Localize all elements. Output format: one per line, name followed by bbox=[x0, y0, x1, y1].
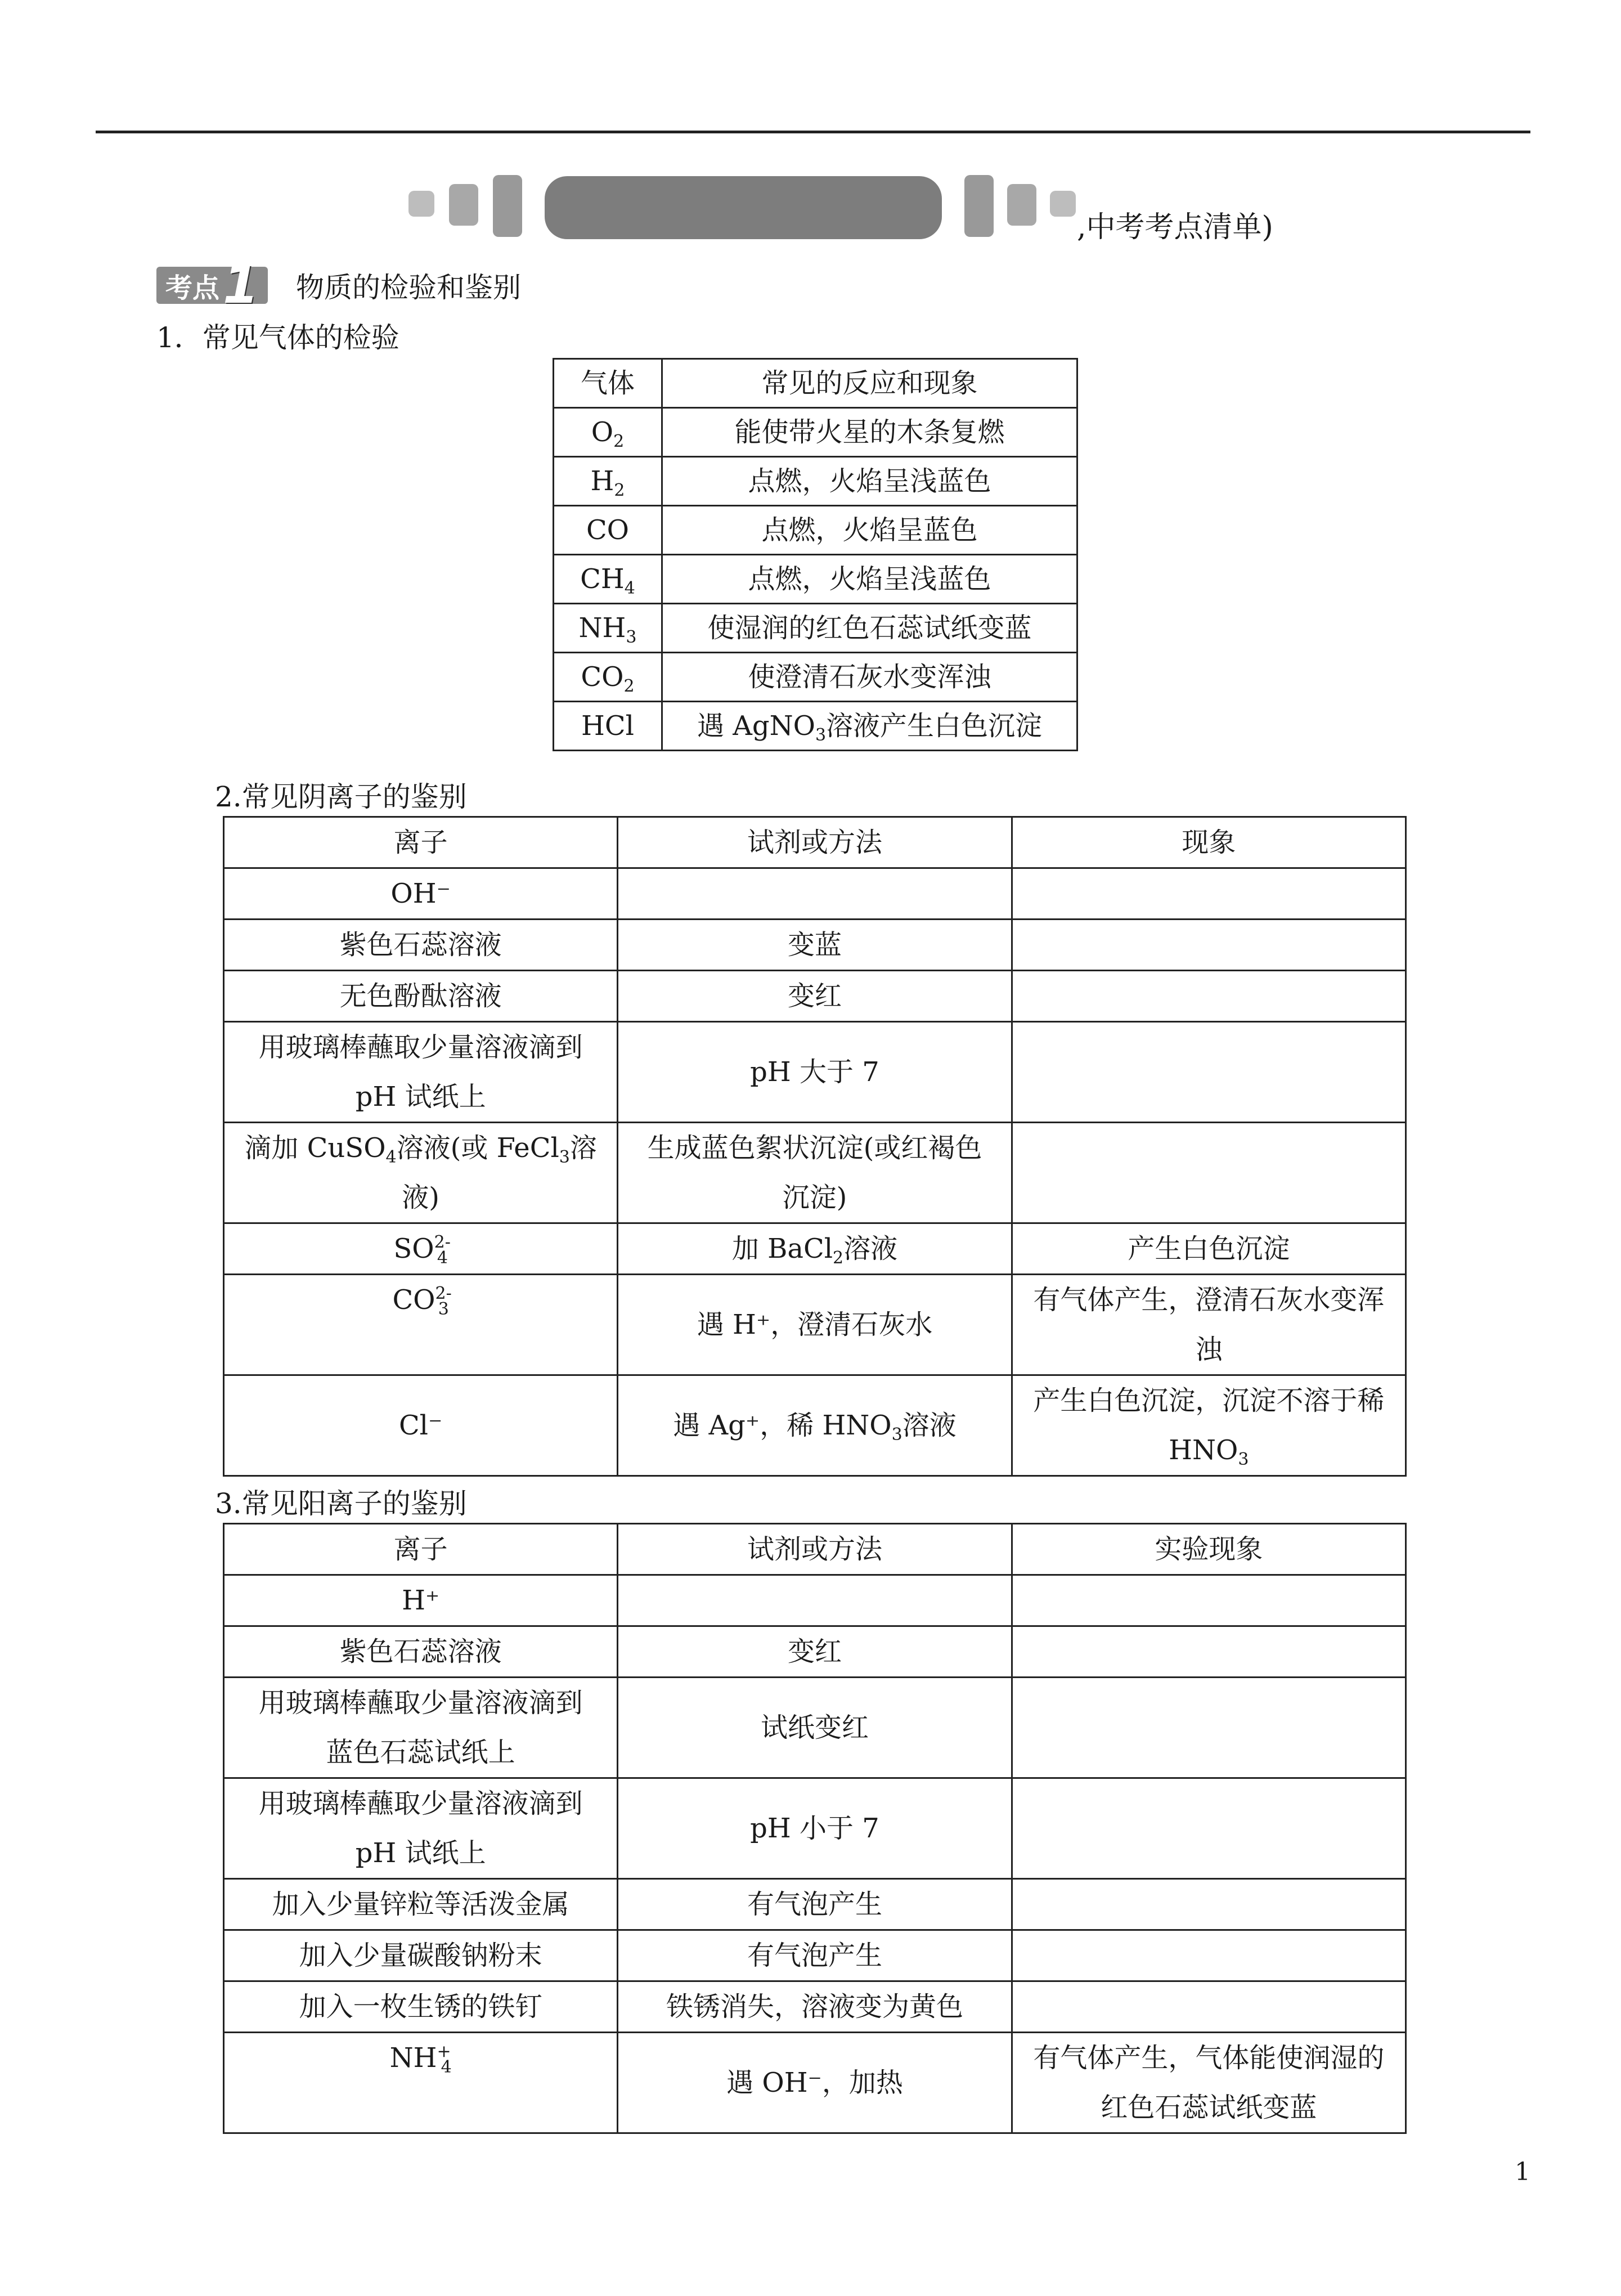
section-badge bbox=[156, 255, 268, 315]
phenomenon-cell: 点燃，火焰呈浅蓝色 bbox=[662, 457, 1077, 506]
result-cell: pH 小于 7 bbox=[618, 1778, 1012, 1879]
phenomenon-cell: 点燃，火焰呈蓝色 bbox=[662, 506, 1077, 555]
gas-cell: $CO_2$ bbox=[554, 653, 662, 702]
banner-square-5 bbox=[1007, 184, 1036, 226]
phenomenon-cell bbox=[1012, 1626, 1406, 1678]
banner-square-1 bbox=[408, 191, 434, 217]
table-row bbox=[224, 1575, 1406, 1626]
method-cell: 紫色石蕊溶液 bbox=[224, 920, 618, 971]
banner-pill bbox=[545, 176, 942, 239]
table-row bbox=[224, 1123, 1406, 1223]
section-banner bbox=[0, 172, 1621, 245]
method-cell: 无色酚酞溶液 bbox=[224, 971, 618, 1022]
top-rule bbox=[96, 131, 1530, 133]
phenomenon-cell bbox=[1012, 1678, 1406, 1778]
section-badge-label: 考点 bbox=[165, 272, 220, 304]
method-cell: 加入一枚生锈的铁钉 bbox=[224, 1981, 618, 2033]
phenomenon-cell bbox=[1012, 1123, 1406, 1223]
method-cell: 用玻璃棒蘸取少量溶液滴到 蓝色石蕊试纸上 bbox=[224, 1678, 618, 1778]
table-header-cell: 试剂或方法 bbox=[618, 1524, 1012, 1575]
phenomenon-cell: 使湿润的红色石蕊试纸变蓝 bbox=[662, 604, 1077, 653]
method-cell bbox=[618, 868, 1012, 920]
table-header-cell: 离子 bbox=[224, 1524, 618, 1575]
banner-title: ,中考考点清单) bbox=[1077, 210, 1273, 244]
phenomenon-cell: 有气体产生，澄清石灰水变浑 浊 bbox=[1012, 1275, 1406, 1375]
banner-square-6 bbox=[1050, 191, 1076, 217]
phenomenon-cell bbox=[1012, 1981, 1406, 2033]
table-row bbox=[224, 868, 1406, 920]
page-number: 1 bbox=[1515, 2158, 1530, 2186]
table-row bbox=[554, 702, 1077, 751]
method-cell: 遇 H⁺，澄清石灰水 bbox=[618, 1275, 1012, 1375]
table-row bbox=[224, 1375, 1406, 1476]
table-row bbox=[224, 1678, 1406, 1778]
cation-heading: 3.常见阳离子的鉴别 bbox=[215, 1487, 467, 1520]
phenomenon-cell bbox=[1012, 971, 1406, 1022]
phenomenon-cell bbox=[1012, 868, 1406, 920]
table-header-cell: 常见的反应和现象 bbox=[662, 359, 1077, 408]
table-header-cell: 现象 bbox=[1012, 817, 1406, 868]
phenomenon-cell: 产生白色沉淀 bbox=[1012, 1223, 1406, 1275]
table-header-row bbox=[224, 1524, 1406, 1575]
section-number: 1 bbox=[223, 255, 259, 315]
section-heading bbox=[156, 255, 522, 315]
table-row bbox=[224, 1626, 1406, 1678]
phenomenon-cell: 点燃，火焰呈浅蓝色 bbox=[662, 555, 1077, 604]
ion-cell: $CO^{2-}_3$ bbox=[224, 1275, 618, 1375]
gas-table bbox=[553, 358, 1078, 751]
table-header-row bbox=[224, 817, 1406, 868]
table-row bbox=[224, 1778, 1406, 1879]
result-cell: 变蓝 bbox=[618, 920, 1012, 971]
phenomenon-cell bbox=[1012, 1879, 1406, 1930]
result-cell: 有气泡产生 bbox=[618, 1930, 1012, 1981]
gas-cell: $H_2$ bbox=[554, 457, 662, 506]
phenomenon-cell: 遇 AgNO$_3$溶液产生白色沉淀 bbox=[662, 702, 1077, 751]
gas-cell: HCl bbox=[554, 702, 662, 751]
anion-table bbox=[223, 816, 1407, 1477]
phenomenon-cell: 有气体产生，气体能使润湿的 红色石蕊试纸变蓝 bbox=[1012, 2033, 1406, 2133]
result-cell: pH 大于 7 bbox=[618, 1022, 1012, 1123]
table-row bbox=[224, 971, 1406, 1022]
table-row bbox=[554, 457, 1077, 506]
method-cell: 用玻璃棒蘸取少量溶液滴到 pH 试纸上 bbox=[224, 1778, 618, 1879]
table-header-cell: 气体 bbox=[554, 359, 662, 408]
table-row bbox=[224, 1879, 1406, 1930]
gas-cell: $O_2$ bbox=[554, 408, 662, 457]
result-cell: 变红 bbox=[618, 1626, 1012, 1678]
ion-cell: OH⁻ bbox=[224, 868, 618, 920]
method-cell: 遇 Ag⁺，稀 $HNO_3$溶液 bbox=[618, 1375, 1012, 1476]
phenomenon-cell bbox=[1012, 1022, 1406, 1123]
table-header-cell: 实验现象 bbox=[1012, 1524, 1406, 1575]
method-cell: 加入少量锌粒等活泼金属 bbox=[224, 1879, 618, 1930]
table-header-row bbox=[554, 359, 1077, 408]
ion-cell: $SO^{2-}_4$ bbox=[224, 1223, 618, 1275]
phenomenon-cell: 使澄清石灰水变浑浊 bbox=[662, 653, 1077, 702]
result-cell: 试纸变红 bbox=[618, 1678, 1012, 1778]
method-cell: 加入少量碳酸钠粉末 bbox=[224, 1930, 618, 1981]
gas-cell: $CH_4$ bbox=[554, 555, 662, 604]
phenomenon-cell: 能使带火星的木条复燃 bbox=[662, 408, 1077, 457]
banner-square-2 bbox=[449, 184, 478, 226]
table-header-cell: 离子 bbox=[224, 817, 618, 868]
method-cell: 用玻璃棒蘸取少量溶液滴到 pH 试纸上 bbox=[224, 1022, 618, 1123]
result-cell: 铁锈消失，溶液变为黄色 bbox=[618, 1981, 1012, 2033]
table-row bbox=[554, 408, 1077, 457]
banner-square-3 bbox=[493, 175, 522, 237]
result-cell: 变红 bbox=[618, 971, 1012, 1022]
table-row bbox=[224, 1022, 1406, 1123]
method-cell: 紫色石蕊溶液 bbox=[224, 1626, 618, 1678]
phenomenon-cell: 产生白色沉淀，沉淀不溶于稀 $HNO_3$ bbox=[1012, 1375, 1406, 1476]
table-row bbox=[224, 1223, 1406, 1275]
phenomenon-cell bbox=[1012, 1778, 1406, 1879]
result-cell: 生成蓝色絮状沉淀(或红褐色 沉淀) bbox=[618, 1123, 1012, 1223]
gas-cell: CO bbox=[554, 506, 662, 555]
gas-heading: 1．常见气体的检验 bbox=[156, 321, 399, 354]
result-cell: 有气泡产生 bbox=[618, 1879, 1012, 1930]
method-cell bbox=[618, 1575, 1012, 1626]
table-row bbox=[554, 604, 1077, 653]
banner-square-4 bbox=[964, 175, 994, 237]
table-row bbox=[224, 920, 1406, 971]
table-row bbox=[554, 653, 1077, 702]
table-row bbox=[224, 2033, 1406, 2133]
table-row bbox=[554, 555, 1077, 604]
table-row bbox=[554, 506, 1077, 555]
phenomenon-cell bbox=[1012, 920, 1406, 971]
method-cell: 遇 OH⁻，加热 bbox=[618, 2033, 1012, 2133]
ion-cell: H⁺ bbox=[224, 1575, 618, 1626]
gas-cell: $NH_3$ bbox=[554, 604, 662, 653]
table-header-cell: 试剂或方法 bbox=[618, 817, 1012, 868]
table-row bbox=[224, 1275, 1406, 1375]
phenomenon-cell bbox=[1012, 1930, 1406, 1981]
ion-cell: Cl⁻ bbox=[224, 1375, 618, 1476]
cation-table bbox=[223, 1523, 1407, 2134]
anion-heading: 2.常见阴离子的鉴别 bbox=[215, 781, 467, 813]
ion-cell: $NH^+_4$ bbox=[224, 2033, 618, 2133]
table-row bbox=[224, 1981, 1406, 2033]
section-title: 物质的检验和鉴别 bbox=[296, 271, 522, 304]
method-cell: 加 BaCl$_2$溶液 bbox=[618, 1223, 1012, 1275]
method-cell: 滴加 CuSO$_4$溶液(或 FeCl$_3$溶 液) bbox=[224, 1123, 618, 1223]
phenomenon-cell bbox=[1012, 1575, 1406, 1626]
table-row bbox=[224, 1930, 1406, 1981]
